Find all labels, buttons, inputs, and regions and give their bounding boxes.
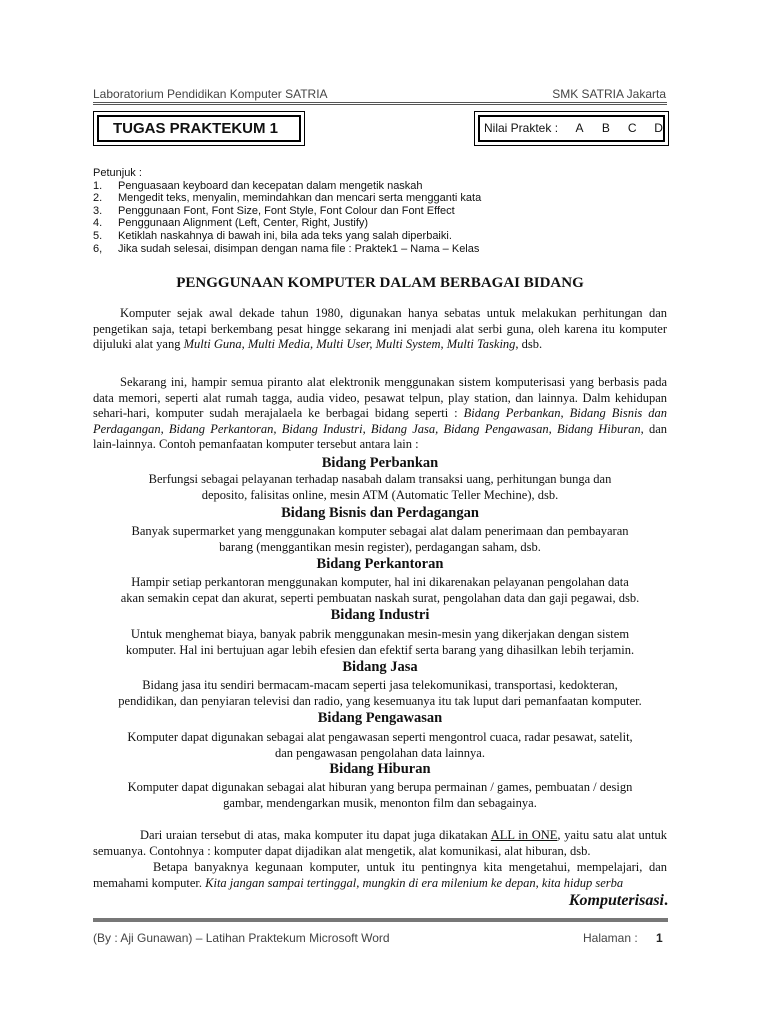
instruction-item bbox=[93, 217, 481, 230]
instruction-item bbox=[93, 230, 481, 243]
second-text: Sekarang ini, hampir semua piranto alat elektronik menggunakan sistem komputerisasi yang berbasis pada data memori, seperti alat rumah tagga, audia video, pesawat telpun, play station, dan lainnya. Dalm kehidupan sehari-hari, komputer sudah merajalaela ke berbagai bidang seperti : bbox=[93, 375, 667, 420]
intro-italic: Multi Guna, Multi Media, Multi User, Multi System, Multi Tasking bbox=[183, 337, 516, 351]
section-title-perkantoran: Bidang Perkantoran bbox=[316, 556, 444, 572]
instruction-item bbox=[93, 180, 481, 193]
section-line-2: deposito, falisitas online, mesin ATM (Automatic Teller Mechine), dsb. bbox=[201, 487, 559, 502]
second-end: , dan lain-lainnya. Contoh pemanfaatan komputer tersebut antara lain : bbox=[93, 421, 667, 451]
title-box bbox=[93, 111, 305, 146]
footer-divider bbox=[93, 918, 668, 922]
second-italic: Bidang Perbankan, Bidang Bisnis dan Perdagangan, Bidang Perkantoran, Bidang Industri, Bidang Jasa, Bidang Pengawasan, Bidang Hiburan bbox=[93, 406, 668, 436]
section-line-2: komputer. Hal ini bertujuan agar lebih efesien dan efektif serta barang yang dihasilkan lebih terjamin. bbox=[125, 642, 635, 657]
instruction-number: 6, bbox=[93, 242, 103, 255]
instruction-text: Penggunaan Alignment (Left, Center, Right, Justify) bbox=[118, 217, 369, 230]
section-line-1: Komputer dapat digunakan sebagai alat hiburan yang berupa permainan / games, pembuatan / design bbox=[127, 780, 633, 794]
section-text-pengawasan bbox=[93, 730, 667, 761]
section-title-pengawasan: Bidang Pengawasan bbox=[317, 710, 443, 726]
instruction-text: Mengedit teks, menyalin, memindahkan dan mencari serta mengganti kata bbox=[118, 192, 482, 205]
section-line-2: gambar, mendengarkan musik, menonton film dan sebagainya. bbox=[223, 795, 537, 810]
grade-label: Nilai Praktek : bbox=[484, 121, 559, 135]
instructions-heading: Petunjuk : bbox=[93, 167, 142, 179]
section-line-2: barang (menggantikan mesin register), perdagangan saham, dsb. bbox=[219, 539, 541, 554]
section-text-perbankan bbox=[93, 472, 667, 503]
footer-author: (By : Aji Gunawan) – Latihan Praktekum Microsoft Word bbox=[93, 931, 390, 945]
grade-option-d: D bbox=[654, 121, 663, 135]
instruction-item bbox=[93, 205, 481, 218]
closing-paragraph bbox=[93, 828, 667, 859]
instruction-item bbox=[93, 243, 481, 256]
section-line-1: Berfungsi sebagai pelayanan terhadap nasabah dalam transaksi uang, perhitungan bunga dan bbox=[148, 472, 612, 486]
instruction-number: 4. bbox=[93, 217, 103, 230]
instruction-text: Penguasaan keyboard dan kecepatan dalam mengetik naskah bbox=[118, 179, 423, 192]
intro-paragraph bbox=[93, 306, 667, 353]
header-school-name: SMK SATRIA Jakarta bbox=[552, 87, 666, 101]
instructions bbox=[93, 167, 481, 255]
footer-page-number: 1 bbox=[656, 931, 663, 945]
assignment-title: TUGAS PRAKTEKUM 1 bbox=[97, 115, 301, 142]
section-line-1: Untuk menghemat biaya, banyak pabrik menggunakan mesin-mesin yang dikerjakan dengan sistem bbox=[130, 627, 630, 641]
section-title-bisnis: Bidang Bisnis dan Perdagangan bbox=[281, 505, 479, 521]
intro-end: , dsb. bbox=[515, 337, 543, 351]
closing-text-3: Betapa banyaknya kegunaan komputer, untuk itu pentingnya kita mengetahui, mempelajari, dan memahami komputer. bbox=[93, 860, 667, 890]
closing-text-2: , yaitu satu alat untuk semuanya. Contohnya : komputer dapat dijadikan alat mengetik, alat komunikasi, alat hiburan, dsb. bbox=[93, 828, 667, 858]
footer-page-label: Halaman : bbox=[583, 931, 638, 945]
grade-option-c: C bbox=[627, 121, 637, 135]
section-text-hiburan bbox=[93, 780, 667, 811]
section-line-1: Bidang jasa itu sendiri bermacam-macam seperti jasa telekomunikasi, transportasi, kedokteran, bbox=[142, 678, 618, 692]
header-lab-name: Laboratorium Pendidikan Komputer SATRIA bbox=[93, 87, 328, 101]
section-title-industri: Bidang Industri bbox=[330, 607, 430, 623]
closing-paragraph-2 bbox=[93, 860, 667, 891]
instruction-text: Jika sudah selesai, disimpan dengan nama file : Praktek1 – Nama – Kelas bbox=[118, 242, 480, 255]
closing-period: . bbox=[664, 892, 668, 909]
instruction-number: 1. bbox=[93, 179, 103, 192]
grade-box bbox=[474, 111, 669, 146]
instruction-item bbox=[93, 192, 481, 205]
closing-emphasis-word: Komputerisasi bbox=[568, 892, 664, 909]
section-line-1: Hampir setiap perkantoran menggunakan komputer, hal ini dikarenakan pelayanan pengolahan data bbox=[131, 575, 629, 589]
section-text-perkantoran bbox=[93, 575, 667, 606]
instruction-text: Ketiklah naskahnya di bawah ini, bila ada teks yang salah diperbaiki. bbox=[118, 229, 452, 242]
header-divider bbox=[93, 102, 667, 105]
instruction-number: 5. bbox=[93, 229, 103, 242]
section-text-bisnis bbox=[93, 524, 667, 555]
document-title: PENGGUNAAN KOMPUTER DALAM BERBAGAI BIDANG bbox=[176, 275, 584, 291]
section-line-2: pendidikan, dan penyiaran televisi dan radio, yang kesemuanya itu tak luput dari pemanfaatan komputer. bbox=[118, 693, 642, 708]
intro-text: Komputer sejak awal dekade tahun 1980, digunakan hanya sebatas untuk melakukan perhitungan dan pengetikan saja, tetapi berkembang pesat hingge sekarang ini menjadi alat serbi guna, oleh karena itu komputer dijuluki alat yang bbox=[93, 306, 667, 351]
section-line-1: Banyak supermarket yang menggunakan komputer sebagai alat dalam penerimaan dan pembayaran bbox=[131, 524, 629, 538]
section-text-industri bbox=[93, 627, 667, 658]
closing-emphasis bbox=[569, 892, 668, 910]
grade-option-b: B bbox=[601, 121, 610, 135]
instruction-number: 3. bbox=[93, 204, 103, 217]
closing-underline: ALL in ONE bbox=[490, 828, 558, 842]
section-text-jasa bbox=[93, 678, 667, 709]
instruction-number: 2. bbox=[93, 192, 103, 205]
section-title-perbankan: Bidang Perbankan bbox=[321, 455, 439, 471]
closing-text: Dari uraian tersebut di atas, maka komputer itu dapat juga dikatakan bbox=[140, 828, 491, 842]
section-line-2: akan semakin cepat dan akurat, seperti pembuatan naskah surat, pengolahan data dan gaji pegawai, dsb. bbox=[120, 590, 640, 605]
grade-option-a: A bbox=[575, 121, 584, 135]
closing-italic: Kita jangan sampai tertinggal, mungkin di era milenium ke depan, kita hidup serba bbox=[205, 875, 624, 890]
section-line-1: Komputer dapat digunakan sebagai alat pengawasan seperti mengontrol cuaca, radar pesawat, satelit, bbox=[127, 730, 633, 744]
section-line-2: dan pengawasan pengolahan data lainnya. bbox=[275, 745, 485, 760]
second-paragraph bbox=[93, 375, 667, 453]
section-title-jasa: Bidang Jasa bbox=[342, 659, 418, 675]
section-title-hiburan: Bidang Hiburan bbox=[329, 761, 431, 777]
grade-row bbox=[478, 115, 665, 142]
instruction-text: Penggunaan Font, Font Size, Font Style, Font Colour dan Font Effect bbox=[118, 204, 455, 217]
